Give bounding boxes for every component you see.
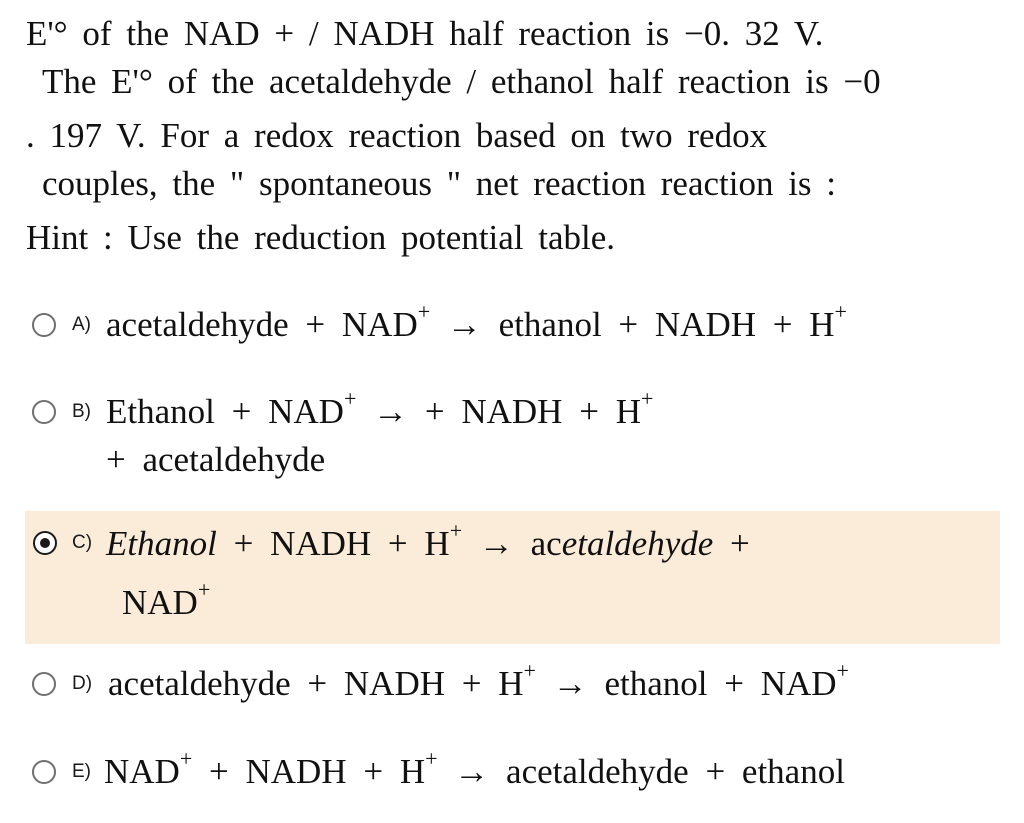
- option-d[interactable]: [0, 652, 1024, 722]
- option-letter: A): [72, 314, 91, 335]
- option-letter: B): [72, 401, 91, 422]
- option-text: NAD+ + NADH + H+ → acetaldehyde + ethanol: [104, 746, 845, 791]
- option-a[interactable]: [0, 292, 1024, 362]
- option-text: Ethanol + NADH + H+ → acetaldehyde +: [106, 518, 750, 563]
- option-text: acetaldehyde + NADH + H+ → ethanol + NAD+: [108, 658, 849, 703]
- radio-button-e[interactable]: [32, 760, 56, 784]
- question-line: . 197 V. For a redox reaction based on two redox: [26, 116, 768, 155]
- option-text: acetaldehyde + NAD+ → ethanol + NADH + H+: [106, 299, 847, 344]
- option-text-continued: + acetaldehyde: [106, 440, 326, 479]
- option-letter: C): [72, 532, 93, 553]
- question-line: Hint : Use the reduction potential table.: [26, 218, 616, 257]
- radio-button-c-checked[interactable]: [33, 531, 57, 555]
- question-line: The E'° of the acetaldehyde / ethanol half reaction is −0: [42, 62, 881, 101]
- option-letter: E): [72, 761, 91, 782]
- radio-button-a[interactable]: [32, 313, 56, 337]
- option-c[interactable]: [25, 511, 1000, 644]
- option-letter: D): [72, 673, 93, 694]
- question-line: E'° of the NAD + / NADH half reaction is −0. 32 V.: [26, 14, 824, 53]
- radio-button-b[interactable]: [32, 400, 56, 424]
- option-text-continued: NAD+: [122, 577, 211, 622]
- option-text: Ethanol + NAD+ → + NADH + H+: [106, 386, 654, 431]
- question-line: couples, the " spontaneous " net reaction reaction is :: [42, 164, 837, 203]
- radio-button-d[interactable]: [32, 672, 56, 696]
- option-b[interactable]: [0, 380, 1024, 490]
- option-e[interactable]: [0, 740, 1024, 810]
